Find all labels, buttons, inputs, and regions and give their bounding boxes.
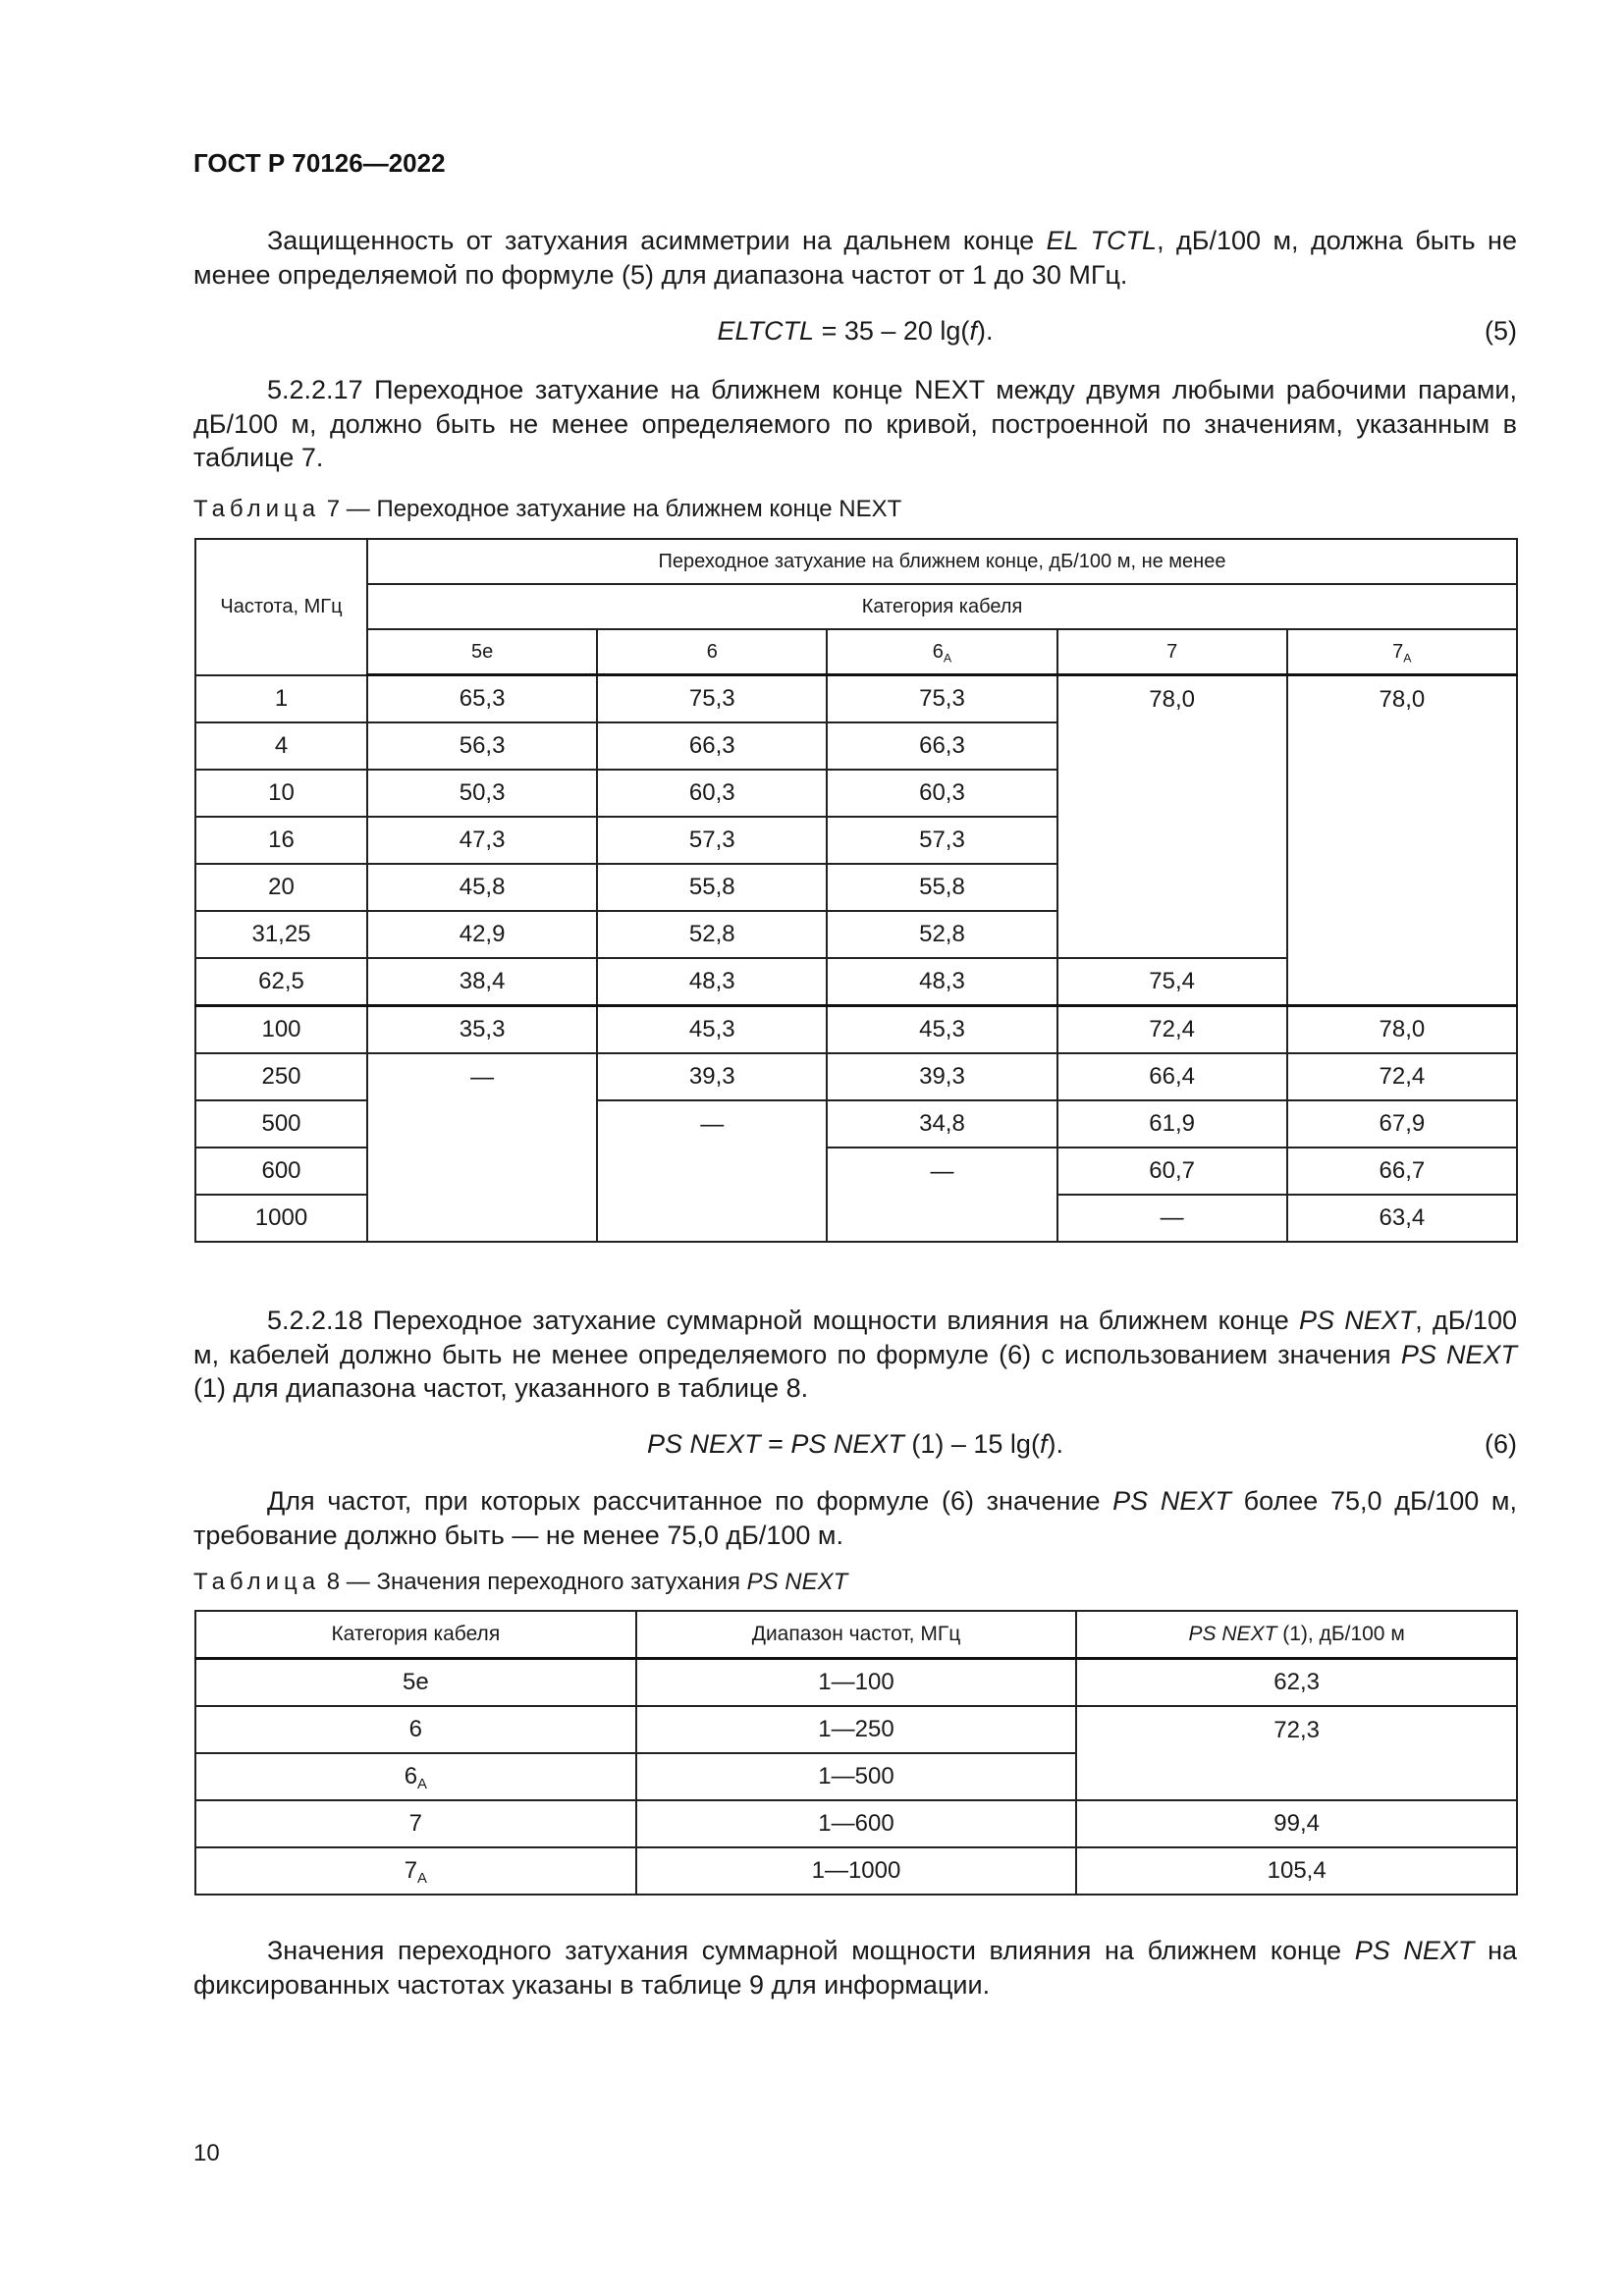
italic-term: f (1039, 1429, 1048, 1459)
caption-label: Таблица (193, 496, 321, 522)
cell-range: 1—500 (636, 1753, 1077, 1800)
paragraph-tctl (193, 224, 1517, 292)
text-run: на фиксированных частотах указаны в таблице 9 для информации. (193, 1936, 1517, 2000)
table-7-caption (193, 496, 901, 523)
header-cat-7a: $7_A$ (1287, 629, 1517, 675)
header-cat-5e: 5e (367, 629, 597, 675)
header-category: Категория кабеля (195, 1611, 636, 1659)
paragraph-table-9-ref (193, 1934, 1517, 2002)
table-row (195, 1053, 1517, 1100)
cell-value: 67,9 (1287, 1100, 1517, 1148)
text-run: ). (976, 316, 994, 346)
text-run: (1), дБ/100 м (1276, 1623, 1405, 1645)
text-run: Для частот, при которых рассчитанное по формуле (6) значение (267, 1486, 1113, 1516)
italic-term: PS NEXT (1354, 1936, 1475, 1965)
text-run: Значения переходного затухания суммарной мощности влияния на ближнем конце (267, 1936, 1355, 1965)
cell-value: 63,4 (1287, 1195, 1517, 1242)
text-run: ). (1047, 1429, 1063, 1459)
table-row (195, 1800, 1517, 1847)
header-range: Диапазон частот, МГц (636, 1611, 1077, 1659)
table-8 (194, 1610, 1518, 1896)
cell-category: 5e (195, 1659, 636, 1707)
text-run: (1) – 15 lg( (903, 1429, 1040, 1459)
cell-category: 7 (195, 1800, 636, 1847)
cell-range: 1—1000 (636, 1847, 1077, 1895)
cell-value: 72,4 (1287, 1053, 1517, 1100)
paragraph-5-2-2-17: 5.2.2.17 Переходное затухание на ближнем конце NEXT между двумя любыми рабочими парами, дБ/100 м, должно быть не менее определяемого по кривой, построенной по значениям, указанным в таблице 7. (193, 375, 1517, 472)
table-row (195, 1659, 1517, 1707)
italic-term: PS NEXT (1112, 1486, 1231, 1516)
table-row (195, 675, 1517, 723)
cell-value: 75,3 (597, 675, 827, 723)
cell-value: 48,3 (597, 958, 827, 1006)
cell-range: 1—600 (636, 1800, 1077, 1847)
cell-freq: 500 (195, 1100, 367, 1148)
italic-term: PS NEXT (647, 1429, 761, 1459)
text-run: Защищенность от затухания асимметрии на дальнем конце (267, 226, 1047, 255)
cell-value: 60,7 (1057, 1148, 1287, 1195)
cell-value: 60,3 (827, 770, 1056, 817)
cell-freq: 1 (195, 675, 367, 723)
cell-value: 60,3 (597, 770, 827, 817)
cell-freq: 62,5 (195, 958, 367, 1006)
cell-value-merged: 78,0 (1057, 675, 1287, 959)
header-frequency: Частота, МГц (195, 539, 367, 675)
cell-value: 35,3 (367, 1006, 597, 1054)
cell-value: 75,3 (827, 675, 1056, 723)
cell-value: 47,3 (367, 817, 597, 864)
cell-value: 55,8 (597, 864, 827, 911)
cell-value: 66,3 (827, 722, 1056, 770)
caption-text: 7 — Переходное затухание на ближнем конце NEXT (320, 496, 902, 522)
cell-freq: 10 (195, 770, 367, 817)
italic-term: PS NEXT (1299, 1306, 1416, 1335)
cell-freq: 4 (195, 722, 367, 770)
italic-term: PS NEXT (790, 1429, 904, 1459)
cell-value: 45,3 (597, 1006, 827, 1054)
cell-value: 57,3 (827, 817, 1056, 864)
formula-expression (193, 314, 1517, 347)
text-run: (1) для диапазона частот, указанного в таблице 8. (193, 1373, 809, 1403)
caption-text: 8 — Значения переходного затухания (320, 1569, 747, 1595)
text-run: , дБ/100 м, кабелей должно быть не менее определяемого по формуле (6) с использованием значения (193, 1306, 1517, 1369)
text-run: 5.2.2.18 Переходное затухание суммарной мощности влияния на ближнем конце (267, 1306, 1299, 1335)
cell-value: 39,3 (827, 1053, 1056, 1100)
cell-category: 6 (195, 1706, 636, 1753)
text-run: , дБ/100 м, должна быть не менее определяемой по формуле (5) для диапазона частот от 1 до 30 МГц. (193, 226, 1517, 290)
cell-category: $6_A$ (195, 1753, 636, 1800)
cell-value: 61,9 (1057, 1100, 1287, 1148)
caption-label: Таблица (193, 1569, 321, 1595)
cell-value: 72,4 (1057, 1006, 1287, 1054)
cell-freq: 16 (195, 817, 367, 864)
cell-value: 48,3 (827, 958, 1056, 1006)
cell-value: 45,3 (827, 1006, 1056, 1054)
cell-freq: 100 (195, 1006, 367, 1054)
italic-term: PS NEXT (1400, 1339, 1517, 1369)
header-category: Категория кабеля (367, 584, 1517, 629)
cell-category: $7_A$ (195, 1847, 636, 1895)
cell-value-merged: — (827, 1148, 1056, 1242)
italic-term: ELTCTL (717, 316, 815, 346)
table-row (195, 1706, 1517, 1753)
cell-value: 78,0 (1287, 1006, 1517, 1054)
page-number: 10 (193, 2140, 220, 2166)
cell-value-merged: 72,3 (1076, 1706, 1517, 1800)
cell-freq: 31,25 (195, 911, 367, 958)
header-value (1076, 1611, 1517, 1659)
cell-range: 1—250 (636, 1706, 1077, 1753)
cell-value: 34,8 (827, 1100, 1056, 1148)
cell-value: 45,8 (367, 864, 597, 911)
cell-value: 56,3 (367, 722, 597, 770)
cell-freq: 1000 (195, 1195, 367, 1242)
cell-value: 55,8 (827, 864, 1056, 911)
header-cat-7: 7 (1057, 629, 1287, 675)
cell-value: 39,3 (597, 1053, 827, 1100)
header-cat-6a: $6_A$ (827, 629, 1056, 675)
cell-freq: 250 (195, 1053, 367, 1100)
cell-value: 66,3 (597, 722, 827, 770)
formula-number: (6) (1485, 1429, 1517, 1459)
cell-value: 50,3 (367, 770, 597, 817)
cell-value: 65,3 (367, 675, 597, 723)
italic-term: PS NEXT (1188, 1623, 1277, 1645)
table-row (195, 1847, 1517, 1895)
header-group: Переходное затухание на ближнем конце, дБ/100 м, не менее (367, 539, 1517, 584)
document-header: ГОСТ Р 70126—2022 (193, 148, 446, 178)
cell-freq: 20 (195, 864, 367, 911)
cell-value: 66,4 (1057, 1053, 1287, 1100)
cell-value: 66,7 (1287, 1148, 1517, 1195)
paragraph-frequency-limit (193, 1484, 1517, 1552)
cell-value: 42,9 (367, 911, 597, 958)
cell-value-merged: 78,0 (1287, 675, 1517, 1006)
table-row (195, 1006, 1517, 1054)
formula-5 (193, 314, 1517, 347)
text-run: = (760, 1429, 791, 1459)
cell-value: 57,3 (597, 817, 827, 864)
text-run: = 35 – 20 lg( (814, 316, 970, 346)
cell-value: 52,8 (827, 911, 1056, 958)
cell-value: 52,8 (597, 911, 827, 958)
cell-value-merged: — (597, 1100, 827, 1242)
formula-6 (193, 1427, 1517, 1461)
cell-value: 105,4 (1076, 1847, 1517, 1895)
cell-value: 38,4 (367, 958, 597, 1006)
paragraph-5-2-2-18 (193, 1304, 1517, 1406)
cell-value-merged: — (367, 1053, 597, 1242)
text-run: более 75,0 дБ/100 м, требование должно быть — не менее 75,0 дБ/100 м. (193, 1486, 1517, 1550)
cell-value: 99,4 (1076, 1800, 1517, 1847)
cell-freq: 600 (195, 1148, 367, 1195)
header-cat-6: 6 (597, 629, 827, 675)
italic-term: PS NEXT (746, 1569, 848, 1595)
formula-number: (5) (1485, 316, 1517, 346)
table-8-caption (193, 1569, 847, 1596)
italic-term: EL TCTL (1046, 226, 1158, 255)
cell-value: 75,4 (1057, 958, 1287, 1006)
cell-value: 62,3 (1076, 1659, 1517, 1707)
cell-range: 1—100 (636, 1659, 1077, 1707)
table-7 (194, 538, 1518, 1243)
italic-term: f (969, 316, 977, 346)
cell-value: — (1057, 1195, 1287, 1242)
formula-expression (193, 1427, 1517, 1461)
